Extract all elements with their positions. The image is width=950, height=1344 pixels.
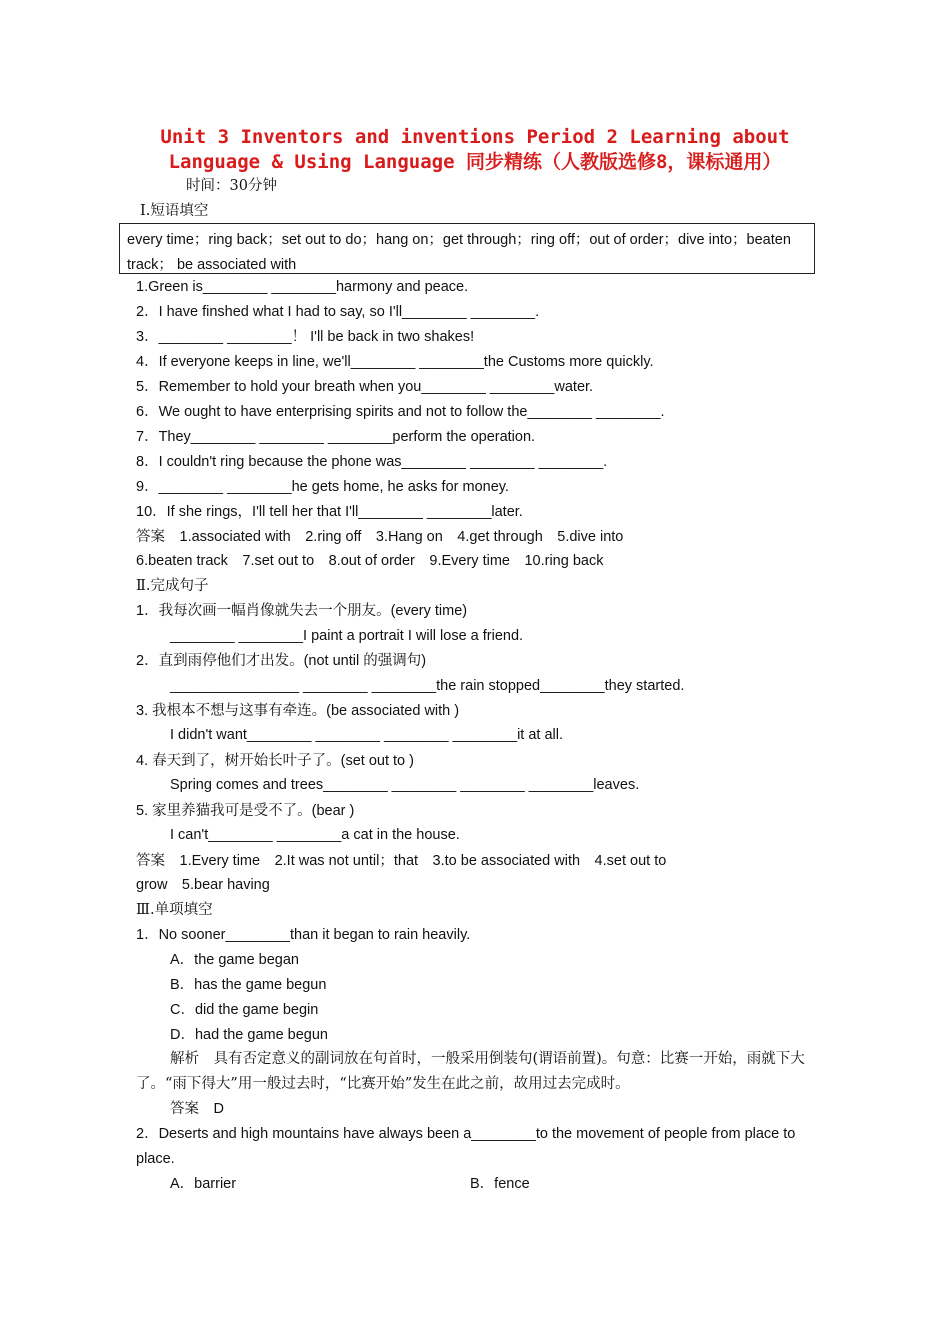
s2-answer-line-1: 答案 1.Every time 2.It was not until；that 3.to be associated with 4.set out to — [136, 853, 667, 869]
s2-item-4-line: Spring comes and trees________ ________ ________ ________leaves. — [170, 777, 640, 793]
q1-analysis: 解析 具有否定意义的副词放在句首时，一般采用倒装句(谓语前置)。句意：比赛一开始，雨就下大了。“雨下得大”用一般过去时，“比赛开始”发生在此之前，故用过去完成时。 — [136, 1051, 805, 1092]
q1-option-b: B．has the game begun — [170, 977, 327, 993]
s1-answer-line-1: 答案 1.associated with 2.ring off 3.Hang on 4.get through 5.dive into — [136, 529, 624, 545]
section-1-heading: Ⅰ.短语填空 — [140, 203, 209, 219]
s2-item-3-prompt: 3. 我根本不想与这事有牵连。(be associated with ) — [136, 703, 460, 719]
s2-item-1-prompt: 1．我每次画一幅肖像就失去一个朋友。(every time) — [136, 603, 468, 619]
s1-item-4: 4．If everyone keeps in line, we'll________ ________the Customs more quickly. — [136, 354, 654, 370]
s2-item-4-prompt: 4. 春天到了，树开始长叶子了。(set out to ) — [136, 753, 414, 769]
q1-option-c: C．did the game begin — [170, 1002, 319, 1018]
q1-stem: 1．No sooner________than it began to rain heavily. — [136, 927, 471, 943]
s1-item-7: 7．They________ ________ ________perform the operation. — [136, 429, 536, 445]
phrase-box — [119, 223, 815, 274]
s1-item-10: 10．If she rings，I'll tell her that I'll________ ________later. — [136, 504, 523, 520]
s1-item-3: 3．________ ________！ I'll be back in two shakes! — [136, 329, 475, 345]
q1-answer: 答案 D — [170, 1101, 224, 1117]
s1-item-6: 6．We ought to have enterprising spirits and not to follow the________ ________. — [136, 404, 665, 420]
s2-item-5-prompt: 5. 家里养猫我可是受不了。(bear ) — [136, 803, 355, 819]
s2-item-5-line: I can't________ ________a cat in the house. — [170, 827, 460, 843]
section-2-heading: Ⅱ.完成句子 — [136, 578, 209, 594]
q1-option-d: D．had the game begun — [170, 1027, 328, 1043]
q2-stem: 2．Deserts and high mountains have always been a________to the movement of people from place to place. — [136, 1126, 796, 1167]
s2-item-1-line: ________ ________I paint a portrait I will lose a friend. — [170, 628, 524, 644]
s1-item-5: 5．Remember to hold your breath when you________ ________water. — [136, 379, 594, 395]
s1-item-9: 9．________ ________he gets home, he asks for money. — [136, 479, 509, 495]
s1-answer-line-2: 6.beaten track 7.set out to 8.out of order 9.Every time 10.ring back — [136, 553, 604, 569]
s2-item-2-prompt: 2．直到雨停他们才出发。(not until 的强调句) — [136, 653, 427, 669]
document-title — [120, 125, 830, 175]
q2-option-a: A．barrier — [170, 1176, 237, 1192]
section-3-heading: Ⅲ.单项填空 — [136, 902, 213, 918]
phrase-list: every time；ring back；set out to do；hang on；get through；ring off；out of order；dive into；beaten track； be associated with — [127, 232, 791, 273]
title-line-2: Language & Using Language 同步精练（人教版选修8，课标通用） — [168, 151, 782, 173]
s1-item-8: 8．I couldn't ring because the phone was________ ________ ________. — [136, 454, 608, 470]
title-line-1: Unit 3 Inventors and inventions Period 2 Learning about — [160, 126, 790, 148]
s2-item-3-line: I didn't want________ ________ ________ ________it at all. — [170, 727, 564, 743]
time-limit: 时间：30分钟 — [186, 178, 277, 194]
q2-option-b: B．fence — [470, 1176, 530, 1192]
s2-answer-line-2: grow 5.bear having — [136, 877, 270, 893]
s1-item-1: 1.Green is________ ________harmony and peace. — [136, 279, 469, 295]
s2-item-2-line: ________________ ________ ________the rain stopped________they started. — [170, 678, 685, 694]
s1-item-2: 2．I have finshed what I had to say, so I'll________ ________. — [136, 304, 540, 320]
q1-option-a: A．the game began — [170, 952, 299, 968]
